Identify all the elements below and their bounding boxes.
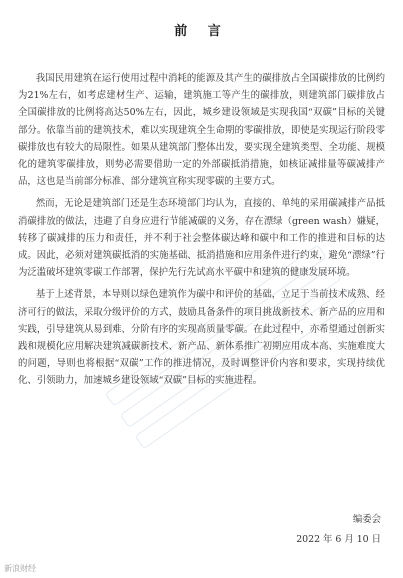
paragraph-3: 基于上述背景，本导则以绿色建筑作为碳中和评价的基础，立足于当前技术成熟、经济可行的做法，采取分级评价的方式，鼓励具备条件的项目挑战新技术、新产品的应用和实践，引导建筑从易到难、分阶有序的实现高质量零碳。在此过程中，亦希望通过创新实践和规模化应用解决建筑减碳新技术、新产品、新体系推广初期应用成本高、实施难度大的问题，导则也将根据“双碳”工作的推进情况，及时调整评价内容和要求，实现持续优化、引领助力，加速城乡建设领域“双碳”目标的实施进程。 (18, 289, 385, 387)
signoff: 编委会 (352, 514, 381, 525)
page-title: 前 言 (174, 24, 229, 39)
source-logo: 新浪财经 (4, 564, 36, 573)
paragraph-1: 我国民用建筑在运行使用过程中消耗的能源及其产生的碳排放占全国碳排放的比例约为21%左右，如考虑建材生产、运输，建筑施工等产生的碳排放，则建筑部门碳排放占全国碳排放的比例将高达50%左右，因此，城乡建设领域是实现我国“双碳”目标的关键部分。依靠当前的建筑技术，难以实现建筑全生命期的零碳排放，即使是实现运行阶段零碳排放也有较大的局限性。如果从建筑部门整体出发，要实现全建筑类型、全功能、规模化的建筑零碳排放，则势必需要借助一定的外部碳抵消措施，如核证减排量等碳减排产品，这也是当前部分标准、部分建筑宣称实现零碳的主要方式。 (18, 73, 385, 188)
date: 2022 年 6 月 10 日 (296, 534, 381, 545)
body-text (18, 70, 385, 395)
paragraph-2: 然而，无论是建筑部门还是生态环境部门均认为，直接的、单纯的采用碳减排产品抵消碳排放的做法，违避了自身应进行节能减碳的义务，存在漂绿（green wash）嫌疑，转移了碳减排的压力和责任，并不利于社会整体碳达峰和碳中和工作的推进和目标的达成。因此，必须对建筑碳抵消的实施基础、抵消措施和应用条件进行约束，避免“漂绿”行为泛滥破坏建筑零碳工作部署，保护先行先试高水平碳中和建筑的健康发展环境。 (18, 198, 385, 279)
